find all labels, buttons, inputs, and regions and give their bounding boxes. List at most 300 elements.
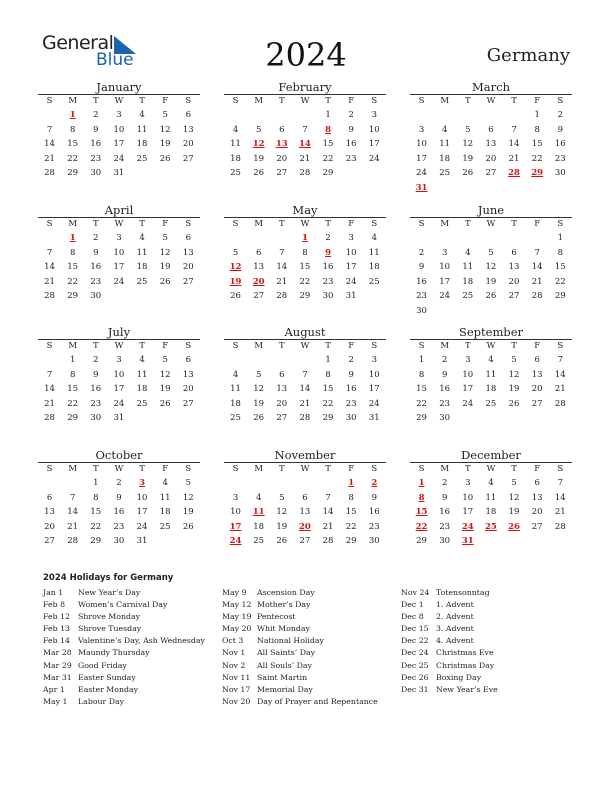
day-cell: 18 bbox=[136, 262, 148, 273]
empty-cell bbox=[247, 353, 270, 368]
weekday-label: T bbox=[278, 341, 285, 351]
day-cell: 14 bbox=[299, 384, 311, 395]
day-cell: 26 bbox=[159, 153, 171, 164]
day-cell: 12 bbox=[182, 492, 194, 503]
day-cell: 16 bbox=[439, 507, 451, 518]
empty-cell bbox=[224, 476, 247, 491]
day-cell: 23 bbox=[345, 398, 357, 409]
day-cell: 29 bbox=[90, 536, 102, 547]
month-title: September bbox=[458, 325, 524, 339]
weekday-label: M bbox=[68, 96, 78, 106]
logo-text-general: General bbox=[42, 32, 114, 54]
day-cell: 19 bbox=[253, 398, 265, 409]
holiday-entry bbox=[222, 647, 378, 659]
day-cell: 22 bbox=[67, 153, 79, 164]
weekday-label: S bbox=[232, 464, 239, 474]
day-cell: 2 bbox=[93, 110, 99, 120]
day-cell: 5 bbox=[511, 478, 517, 488]
empty-cell bbox=[38, 108, 61, 123]
day-cell: 15 bbox=[67, 139, 79, 150]
day-cell: 13 bbox=[253, 262, 265, 273]
weekday-label: T bbox=[139, 464, 145, 474]
holiday-date: May 9 bbox=[222, 588, 247, 597]
day-cell: 13 bbox=[531, 369, 543, 380]
day-cell: 29 bbox=[322, 168, 334, 179]
day-cell: 23 bbox=[345, 153, 357, 164]
day-cell: 24 bbox=[368, 153, 380, 164]
day-cell: 5 bbox=[255, 369, 262, 380]
month-grid bbox=[410, 462, 572, 549]
day-cell: 14 bbox=[44, 139, 55, 150]
month-march bbox=[410, 80, 572, 196]
holiday-entry bbox=[222, 611, 378, 623]
day-cell: 24 bbox=[416, 168, 427, 179]
day-cell: 30 bbox=[90, 413, 102, 424]
day-cell: 8 bbox=[69, 369, 76, 380]
day-cell: 11 bbox=[136, 369, 148, 380]
holiday-name: Maundy Thursday bbox=[78, 648, 150, 658]
empty-cell bbox=[38, 476, 61, 491]
day-cell: 12 bbox=[462, 139, 474, 150]
day-cell: 14 bbox=[67, 507, 79, 518]
empty-cell bbox=[479, 231, 502, 246]
day-cell: 2 bbox=[116, 478, 122, 488]
holiday-day-cell: 13 bbox=[275, 139, 288, 150]
day-cell: 4 bbox=[232, 369, 239, 380]
weekday-label: M bbox=[440, 464, 450, 474]
holiday-day-cell: 2 bbox=[371, 478, 378, 488]
day-cell: 23 bbox=[416, 291, 427, 302]
holiday-date: Dec 24 bbox=[401, 648, 429, 658]
day-cell: 13 bbox=[182, 247, 194, 258]
day-cell: 15 bbox=[322, 139, 334, 150]
day-cell: 18 bbox=[159, 507, 171, 518]
day-cell: 4 bbox=[488, 355, 494, 365]
day-cell: 6 bbox=[302, 492, 308, 503]
day-cell: 12 bbox=[159, 369, 171, 380]
day-cell: 16 bbox=[368, 507, 380, 518]
holiday-date: Feb 14 bbox=[43, 636, 70, 646]
day-cell: 14 bbox=[44, 262, 55, 273]
holiday-day-cell: 26 bbox=[508, 521, 520, 532]
day-cell: 25 bbox=[368, 276, 380, 287]
weekday-label: T bbox=[92, 219, 99, 229]
day-cell: 30 bbox=[368, 536, 380, 547]
day-cell: 14 bbox=[322, 507, 334, 518]
day-cell: 24 bbox=[113, 153, 125, 164]
day-cell: 22 bbox=[416, 398, 427, 409]
day-cell: 15 bbox=[345, 507, 357, 518]
day-cell: 23 bbox=[368, 521, 380, 532]
empty-cell bbox=[410, 231, 433, 246]
weekday-label: W bbox=[300, 341, 310, 351]
day-cell: 15 bbox=[322, 384, 334, 395]
day-cell: 26 bbox=[462, 168, 474, 179]
empty-cell bbox=[61, 476, 84, 491]
day-cell: 13 bbox=[299, 507, 311, 518]
weekday-label: M bbox=[440, 341, 450, 351]
holiday-day-cell: 31 bbox=[415, 182, 428, 193]
day-cell: 23 bbox=[554, 153, 566, 164]
day-cell: 29 bbox=[345, 536, 357, 547]
weekday-label: M bbox=[254, 96, 264, 106]
day-cell: 21 bbox=[299, 398, 311, 409]
day-cell: 12 bbox=[485, 262, 497, 273]
day-cell: 25 bbox=[439, 168, 451, 179]
holiday-name: Easter Sunday bbox=[78, 672, 136, 682]
weekday-label: T bbox=[325, 219, 331, 229]
holiday-day-cell: 20 bbox=[252, 276, 265, 287]
holiday-name: Shrove Monday bbox=[78, 612, 141, 622]
weekday-label: S bbox=[557, 219, 564, 229]
weekday-label: F bbox=[348, 96, 355, 106]
holiday-name: 4. Advent bbox=[436, 636, 474, 646]
day-cell: 30 bbox=[90, 291, 102, 302]
day-cell: 22 bbox=[322, 398, 334, 409]
day-cell: 22 bbox=[531, 153, 543, 164]
day-cell: 6 bbox=[185, 110, 192, 120]
holiday-entry bbox=[222, 672, 378, 684]
day-cell: 13 bbox=[508, 262, 520, 273]
weekday-label: F bbox=[534, 219, 541, 229]
holiday-entry bbox=[401, 684, 498, 696]
holiday-date: Jan 1 bbox=[43, 588, 64, 597]
day-cell: 19 bbox=[182, 507, 194, 518]
empty-cell bbox=[38, 353, 61, 368]
day-cell: 11 bbox=[485, 369, 497, 380]
weekday-label: T bbox=[511, 96, 517, 106]
day-cell: 7 bbox=[534, 247, 540, 258]
day-cell: 30 bbox=[113, 536, 125, 547]
day-cell: 19 bbox=[159, 139, 171, 150]
day-cell: 9 bbox=[418, 262, 425, 273]
empty-cell bbox=[247, 108, 270, 123]
weekday-label: S bbox=[185, 96, 192, 106]
day-cell: 14 bbox=[276, 262, 288, 273]
holiday-entry bbox=[401, 623, 498, 635]
holiday-day-cell: 12 bbox=[252, 139, 265, 150]
day-cell: 25 bbox=[136, 276, 148, 287]
day-cell: 29 bbox=[322, 413, 334, 424]
month-grid bbox=[38, 94, 200, 181]
day-cell: 5 bbox=[465, 124, 471, 135]
month-title: December bbox=[461, 448, 521, 462]
day-cell: 27 bbox=[299, 536, 311, 547]
day-cell: 20 bbox=[531, 507, 543, 518]
day-cell: 5 bbox=[162, 355, 168, 365]
day-cell: 13 bbox=[276, 384, 288, 395]
day-cell: 21 bbox=[44, 398, 55, 409]
day-cell: 6 bbox=[185, 355, 192, 365]
day-cell: 28 bbox=[554, 521, 566, 532]
holiday-date: Nov 20 bbox=[222, 696, 251, 706]
weekday-label: S bbox=[232, 341, 239, 351]
weekday-label: S bbox=[418, 341, 425, 351]
day-cell: 30 bbox=[322, 291, 334, 302]
month-october bbox=[38, 448, 200, 549]
day-cell: 4 bbox=[441, 124, 448, 135]
holiday-name: Day of Prayer and Repentance bbox=[257, 696, 378, 706]
holidays-title: 2024 Holidays for Germany bbox=[43, 573, 174, 583]
day-cell: 16 bbox=[113, 507, 125, 518]
day-cell: 26 bbox=[159, 398, 171, 409]
day-cell: 22 bbox=[67, 276, 79, 287]
holiday-entry bbox=[43, 696, 205, 708]
day-cell: 25 bbox=[136, 153, 148, 164]
day-cell: 4 bbox=[488, 478, 494, 488]
day-cell: 24 bbox=[113, 398, 125, 409]
day-cell: 8 bbox=[557, 247, 564, 258]
month-february bbox=[224, 80, 386, 181]
weekday-label: T bbox=[511, 219, 517, 229]
day-cell: 5 bbox=[185, 478, 192, 488]
day-cell: 8 bbox=[534, 124, 540, 135]
day-cell: 4 bbox=[162, 478, 168, 488]
holiday-entry bbox=[401, 660, 498, 672]
day-cell: 9 bbox=[441, 369, 448, 380]
holiday-day-cell: 17 bbox=[229, 521, 242, 532]
day-cell: 1 bbox=[418, 355, 425, 365]
weekday-label: T bbox=[325, 341, 331, 351]
weekday-label: S bbox=[46, 219, 53, 229]
day-cell: 28 bbox=[67, 536, 79, 547]
day-cell: 20 bbox=[508, 276, 520, 287]
day-cell: 2 bbox=[93, 355, 99, 365]
day-cell: 23 bbox=[322, 276, 334, 287]
day-cell: 21 bbox=[508, 153, 520, 164]
day-cell: 7 bbox=[279, 247, 285, 258]
day-cell: 14 bbox=[554, 492, 566, 503]
day-cell: 2 bbox=[325, 233, 331, 243]
day-cell: 26 bbox=[276, 536, 288, 547]
holiday-column bbox=[401, 587, 498, 696]
day-cell: 9 bbox=[371, 492, 378, 503]
holiday-entry bbox=[401, 599, 498, 611]
day-cell: 30 bbox=[90, 168, 102, 179]
day-cell: 19 bbox=[253, 153, 265, 164]
holiday-day-cell: 14 bbox=[299, 139, 311, 150]
holiday-day-cell: 31 bbox=[461, 536, 474, 547]
day-cell: 25 bbox=[230, 413, 241, 424]
weekday-label: T bbox=[464, 464, 471, 474]
day-cell: 8 bbox=[69, 124, 76, 135]
day-cell: 18 bbox=[230, 153, 241, 164]
day-cell: 7 bbox=[69, 492, 76, 503]
holiday-name: 2. Advent bbox=[436, 612, 474, 622]
day-cell: 2 bbox=[348, 110, 354, 120]
weekday-label: W bbox=[300, 96, 310, 106]
day-cell: 24 bbox=[345, 276, 357, 287]
day-cell: 6 bbox=[488, 124, 494, 135]
empty-cell bbox=[270, 108, 293, 123]
weekday-label: W bbox=[114, 464, 124, 474]
day-cell: 14 bbox=[531, 262, 543, 273]
day-cell: 16 bbox=[554, 139, 566, 150]
day-cell: 10 bbox=[345, 247, 357, 258]
holiday-entry bbox=[43, 684, 205, 696]
day-cell: 8 bbox=[93, 492, 99, 503]
day-cell: 19 bbox=[159, 384, 171, 395]
day-cell: 20 bbox=[276, 153, 288, 164]
day-cell: 22 bbox=[554, 276, 566, 287]
day-cell: 9 bbox=[93, 124, 99, 135]
day-cell: 12 bbox=[159, 247, 171, 258]
weekday-label: S bbox=[557, 464, 564, 474]
holiday-name: Whit Monday bbox=[257, 624, 310, 634]
empty-cell bbox=[410, 108, 433, 123]
day-cell: 10 bbox=[462, 369, 474, 380]
day-cell: 6 bbox=[46, 492, 53, 503]
holiday-date: May 20 bbox=[222, 624, 252, 634]
weekday-label: T bbox=[464, 96, 471, 106]
day-cell: 25 bbox=[230, 168, 241, 179]
calendar-year: 2024 bbox=[265, 36, 347, 74]
holiday-entry bbox=[222, 660, 378, 672]
day-cell: 5 bbox=[511, 355, 517, 365]
day-cell: 18 bbox=[230, 398, 241, 409]
day-cell: 12 bbox=[253, 384, 265, 395]
day-cell: 17 bbox=[462, 507, 474, 518]
day-cell: 22 bbox=[90, 521, 102, 532]
day-cell: 24 bbox=[136, 521, 148, 532]
holiday-entry bbox=[222, 696, 378, 708]
day-cell: 10 bbox=[368, 369, 380, 380]
day-cell: 2 bbox=[557, 110, 564, 120]
weekday-label: W bbox=[114, 219, 124, 229]
weekday-label: S bbox=[418, 219, 425, 229]
day-cell: 11 bbox=[159, 492, 171, 503]
day-cell: 6 bbox=[279, 369, 285, 380]
day-cell: 8 bbox=[325, 369, 331, 380]
weekday-label: F bbox=[348, 219, 355, 229]
day-cell: 15 bbox=[416, 384, 427, 395]
month-grid bbox=[38, 217, 200, 304]
holiday-date: Feb 8 bbox=[43, 600, 66, 610]
weekday-label: M bbox=[254, 341, 264, 351]
weekday-label: S bbox=[46, 96, 53, 106]
empty-cell bbox=[224, 108, 247, 123]
day-cell: 2 bbox=[418, 247, 425, 258]
holiday-name: New Year’s Eve bbox=[436, 684, 498, 694]
empty-cell bbox=[433, 108, 456, 123]
weekday-label: S bbox=[371, 341, 378, 351]
day-cell: 10 bbox=[439, 262, 451, 273]
empty-cell bbox=[503, 231, 526, 246]
day-cell: 31 bbox=[368, 413, 380, 424]
day-cell: 16 bbox=[90, 384, 102, 395]
country-name: Germany bbox=[486, 45, 570, 66]
empty-cell bbox=[270, 353, 293, 368]
weekday-label: M bbox=[68, 464, 78, 474]
month-title: November bbox=[274, 448, 336, 462]
month-november bbox=[224, 448, 386, 549]
day-cell: 24 bbox=[462, 398, 474, 409]
day-cell: 17 bbox=[345, 262, 357, 273]
day-cell: 27 bbox=[182, 153, 194, 164]
holiday-name: Saint Martin bbox=[257, 672, 308, 682]
weekday-label: T bbox=[464, 219, 471, 229]
day-cell: 26 bbox=[230, 291, 241, 302]
holiday-entry bbox=[222, 684, 378, 696]
holiday-day-cell: 24 bbox=[461, 521, 474, 532]
day-cell: 17 bbox=[113, 262, 125, 273]
day-cell: 23 bbox=[439, 398, 451, 409]
day-cell: 6 bbox=[279, 124, 285, 135]
holiday-entry bbox=[222, 635, 378, 647]
day-cell: 19 bbox=[462, 153, 474, 164]
holiday-name: Mother’s Day bbox=[257, 600, 311, 610]
weekday-label: S bbox=[371, 96, 378, 106]
day-cell: 7 bbox=[302, 369, 308, 380]
day-cell: 15 bbox=[531, 139, 543, 150]
day-cell: 10 bbox=[136, 492, 148, 503]
day-cell: 8 bbox=[302, 247, 308, 258]
day-cell: 24 bbox=[368, 398, 380, 409]
day-cell: 1 bbox=[534, 110, 540, 120]
day-cell: 21 bbox=[276, 276, 288, 287]
day-cell: 12 bbox=[508, 492, 520, 503]
day-cell: 5 bbox=[162, 233, 168, 243]
day-cell: 7 bbox=[325, 492, 331, 503]
month-january bbox=[38, 80, 200, 181]
logo-text-blue: Blue bbox=[96, 50, 134, 70]
day-cell: 10 bbox=[113, 369, 125, 380]
weekday-label: S bbox=[185, 341, 192, 351]
day-cell: 21 bbox=[299, 153, 311, 164]
weekday-label: F bbox=[162, 341, 169, 351]
day-cell: 17 bbox=[439, 276, 451, 287]
weekday-label: T bbox=[92, 96, 99, 106]
holiday-entry bbox=[43, 647, 205, 659]
holiday-date: Nov 17 bbox=[222, 684, 251, 694]
holiday-name: Ascension Day bbox=[257, 588, 315, 597]
weekday-label: W bbox=[114, 96, 124, 106]
holiday-day-cell: 1 bbox=[348, 478, 355, 488]
day-cell: 28 bbox=[299, 168, 311, 179]
weekday-label: T bbox=[139, 341, 145, 351]
day-cell: 19 bbox=[485, 276, 497, 287]
holiday-name: Memorial Day bbox=[257, 684, 313, 694]
day-cell: 3 bbox=[116, 355, 122, 365]
day-cell: 28 bbox=[44, 413, 55, 424]
holiday-day-cell: 8 bbox=[418, 492, 425, 503]
day-cell: 20 bbox=[485, 153, 497, 164]
holiday-day-cell: 12 bbox=[229, 262, 242, 273]
weekday-label: T bbox=[92, 464, 99, 474]
day-cell: 4 bbox=[371, 233, 378, 243]
day-cell: 2 bbox=[348, 355, 354, 365]
holiday-entry bbox=[401, 647, 498, 659]
holiday-entry bbox=[43, 660, 205, 672]
day-cell: 12 bbox=[508, 369, 520, 380]
day-cell: 16 bbox=[322, 262, 334, 273]
day-cell: 3 bbox=[418, 124, 425, 135]
weekday-label: S bbox=[557, 341, 564, 351]
holiday-day-cell: 1 bbox=[418, 478, 425, 488]
weekday-label: W bbox=[300, 219, 310, 229]
weekday-label: F bbox=[348, 341, 355, 351]
weekday-label: W bbox=[486, 341, 496, 351]
weekday-label: S bbox=[185, 219, 192, 229]
holiday-name: Pentecost bbox=[257, 612, 296, 622]
day-cell: 23 bbox=[90, 153, 102, 164]
holiday-name: 1. Advent bbox=[436, 600, 474, 610]
day-cell: 27 bbox=[182, 276, 194, 287]
weekday-label: W bbox=[486, 96, 496, 106]
weekday-label: F bbox=[162, 96, 169, 106]
month-april bbox=[38, 203, 200, 304]
day-cell: 24 bbox=[113, 276, 125, 287]
